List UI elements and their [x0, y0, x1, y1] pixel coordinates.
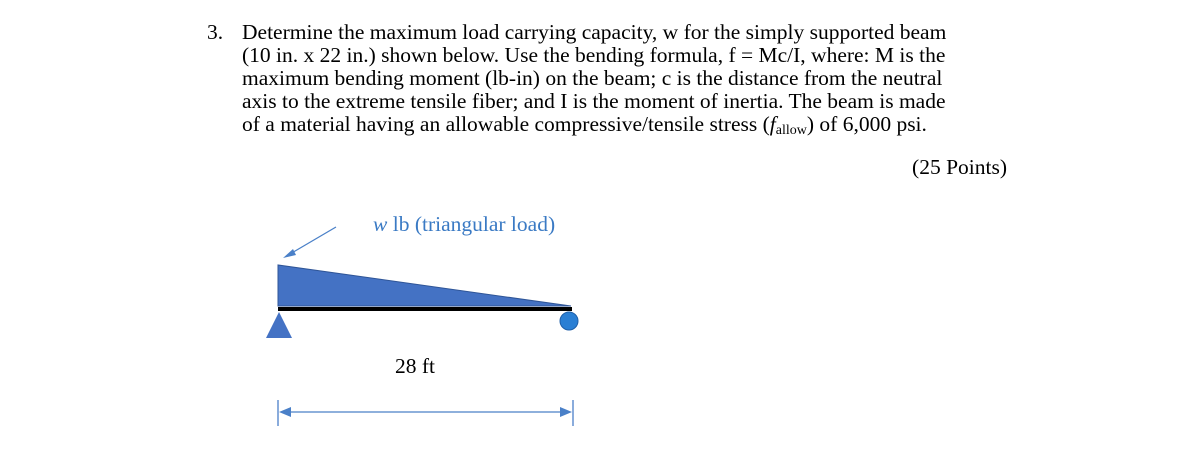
- points-value: (25 Points): [912, 155, 1007, 179]
- label-pointer-line: [290, 227, 336, 254]
- problem-line-4: axis to the extreme tensile fiber; and I is the moment of inertia. The beam is made: [242, 89, 946, 113]
- pin-support-icon: [266, 312, 292, 338]
- stress-subscript: allow: [775, 123, 807, 138]
- problem-line-5-start: of a material having an allowable compressive/tensile stress (: [242, 112, 770, 136]
- load-label: [373, 212, 555, 237]
- label-pointer-arrowhead: [283, 249, 296, 258]
- load-variable: w: [373, 212, 388, 236]
- problem-number: 3.: [207, 20, 224, 44]
- roller-support-icon: [560, 312, 578, 330]
- problem-line-2: (10 in. x 22 in.) shown below. Use the bending formula, f = Mc/I, where: M is the: [242, 43, 946, 67]
- triangular-load: [278, 265, 571, 306]
- problem-line-5-end: ) of 6,000 psi.: [806, 112, 927, 136]
- stress-symbol: f: [769, 112, 776, 136]
- dimension-arrow-right: [560, 407, 572, 417]
- span-label: 28 ft: [395, 354, 436, 378]
- problem-line-3: maximum bending moment (lb-in) on the beam; c is the distance from the neutral: [242, 66, 943, 90]
- dimension-arrow-left: [279, 407, 291, 417]
- problem-line-1: Determine the maximum load carrying capacity, w for the simply supported beam: [242, 20, 947, 44]
- load-label-text: w lb (triangular load): [373, 212, 556, 236]
